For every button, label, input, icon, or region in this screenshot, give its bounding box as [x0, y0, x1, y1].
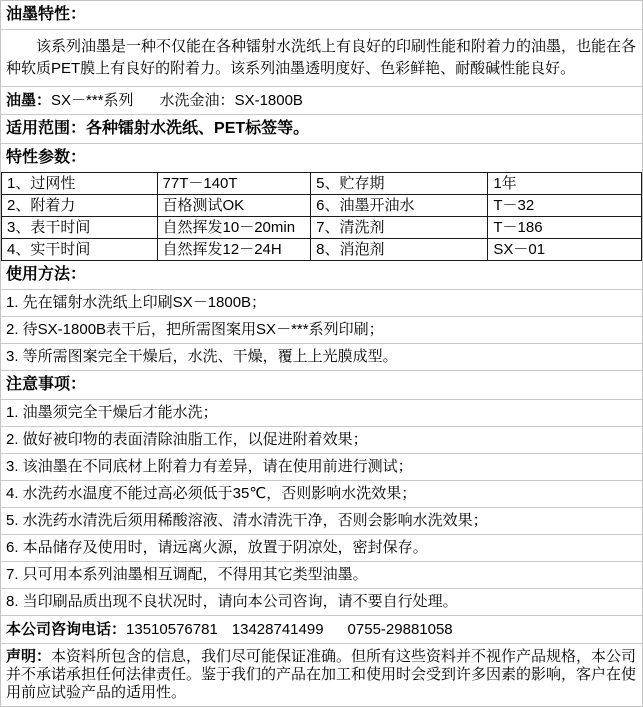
wash-gold-oil-value: SX-1800B — [234, 92, 303, 109]
param-name-cell: 4、实干时间 — [2, 239, 158, 261]
note-item: 8. 当印刷品质出现不良状况时，请向本公司咨询，请不要自行处理。 — [1, 589, 642, 616]
phone-number: 0755-29881058 — [347, 621, 453, 638]
param-value-cell: 百格测试OK — [157, 195, 311, 217]
parameters-table-row — [2, 195, 642, 217]
section-title-ink-characteristics — [1, 1, 642, 30]
parameters-table-row — [2, 173, 642, 195]
ink-characteristics-paragraph — [1, 30, 642, 87]
scope-label: 适用范围： — [6, 120, 87, 137]
section-title-notes — [1, 371, 642, 400]
disclaimer-text — [6, 648, 637, 702]
ink-characteristics-body: 该系列油墨是一种不仅能在各种镭射水洗纸上有良好的印刷性能和附着力的油墨，也能在各种软质PET膜上有良好的附着力。该系列油墨透明度好、色彩鲜艳、耐酸碱性能良好。 — [6, 38, 637, 77]
parameters-table-row — [2, 239, 642, 261]
param-value-cell: 自然挥发10－20min — [157, 217, 311, 239]
scope-value: 各种镭射水洗纸、PET标签等。 — [86, 120, 310, 137]
param-name-cell: 6、油墨开油水 — [311, 195, 488, 217]
param-name-cell: 1、过网性 — [2, 173, 158, 195]
param-name-cell: 3、表干时间 — [2, 217, 158, 239]
note-item: 4. 水洗药水温度不能过高必须低于35℃，否则影响水洗效果； — [1, 481, 642, 508]
note-item: 6. 本品储存及使用时，请远离火源，放置于阴凉处，密封保存。 — [1, 535, 642, 562]
note-item: 5. 水洗药水清洗后须用稀酸溶液、清水清洗干净，否则会影响水洗效果； — [1, 508, 642, 535]
ink-label: 油墨： — [6, 92, 52, 109]
phone-number: 13428741499 — [231, 621, 324, 638]
disclaimer-row — [1, 644, 642, 706]
note-item: 2. 做好被印物的表面清除油脂工作，以促进附着效果； — [1, 427, 642, 454]
ink-series-row — [1, 87, 642, 115]
contact-phone-label: 本公司咨询电话： — [6, 621, 127, 638]
ink-characteristics-title: 油墨特性： — [6, 6, 87, 23]
phone-number: 13510576781 — [126, 621, 218, 638]
usage-step: 3. 等所需图案完全干燥后，水洗、干燥，覆上上光膜成型。 — [1, 344, 642, 371]
param-value-cell: 1年 — [488, 173, 642, 195]
parameters-table-row — [2, 217, 642, 239]
param-name-cell: 5、贮存期 — [311, 173, 488, 195]
usage-step: 2. 待SX-1800B表干后，把所需图案用SX－***系列印刷； — [1, 317, 642, 344]
param-name-cell: 8、消泡剂 — [311, 239, 488, 261]
parameters-table — [1, 172, 642, 261]
note-item: 1. 油墨须完全干燥后才能水洗； — [1, 400, 642, 427]
scope-row — [1, 115, 642, 144]
ink-series-value: SX－***系列 — [51, 92, 134, 109]
contact-phone-row — [1, 616, 642, 644]
param-value-cell: SX－01 — [488, 239, 642, 261]
disclaimer-body: 本资料所包含的信息，我们尽可能保证准确。但所有这些资料并不视作产品规格，本公司并不承诺承担任何法律责任。鉴于我们的产品在加工和使用时会受到许多因素的影响，客户在使用前应试验产品的适用性。 — [6, 648, 637, 701]
disclaimer-label: 声明： — [6, 648, 52, 665]
param-value-cell: T－186 — [488, 217, 642, 239]
usage-title: 使用方法： — [6, 266, 87, 283]
note-item: 7. 只可用本系列油墨相互调配，不得用其它类型油墨。 — [1, 562, 642, 589]
wash-gold-oil-label: 水洗金油： — [159, 92, 235, 109]
param-name-cell: 7、清洗剂 — [311, 217, 488, 239]
usage-step: 1. 先在镭射水洗纸上印刷SX－1800B； — [1, 290, 642, 317]
param-value-cell: 自然挥发12－24H — [157, 239, 311, 261]
section-title-usage — [1, 261, 642, 290]
note-item: 3. 该油墨在不同底材上附着力有差异，请在使用前进行测试； — [1, 454, 642, 481]
param-value-cell: T－32 — [488, 195, 642, 217]
param-value-cell: 77T－140T — [157, 173, 311, 195]
section-title-parameters — [1, 144, 642, 172]
param-name-cell: 2、附着力 — [2, 195, 158, 217]
notes-title: 注意事项： — [6, 376, 87, 393]
parameters-title: 特性参数： — [6, 149, 87, 166]
